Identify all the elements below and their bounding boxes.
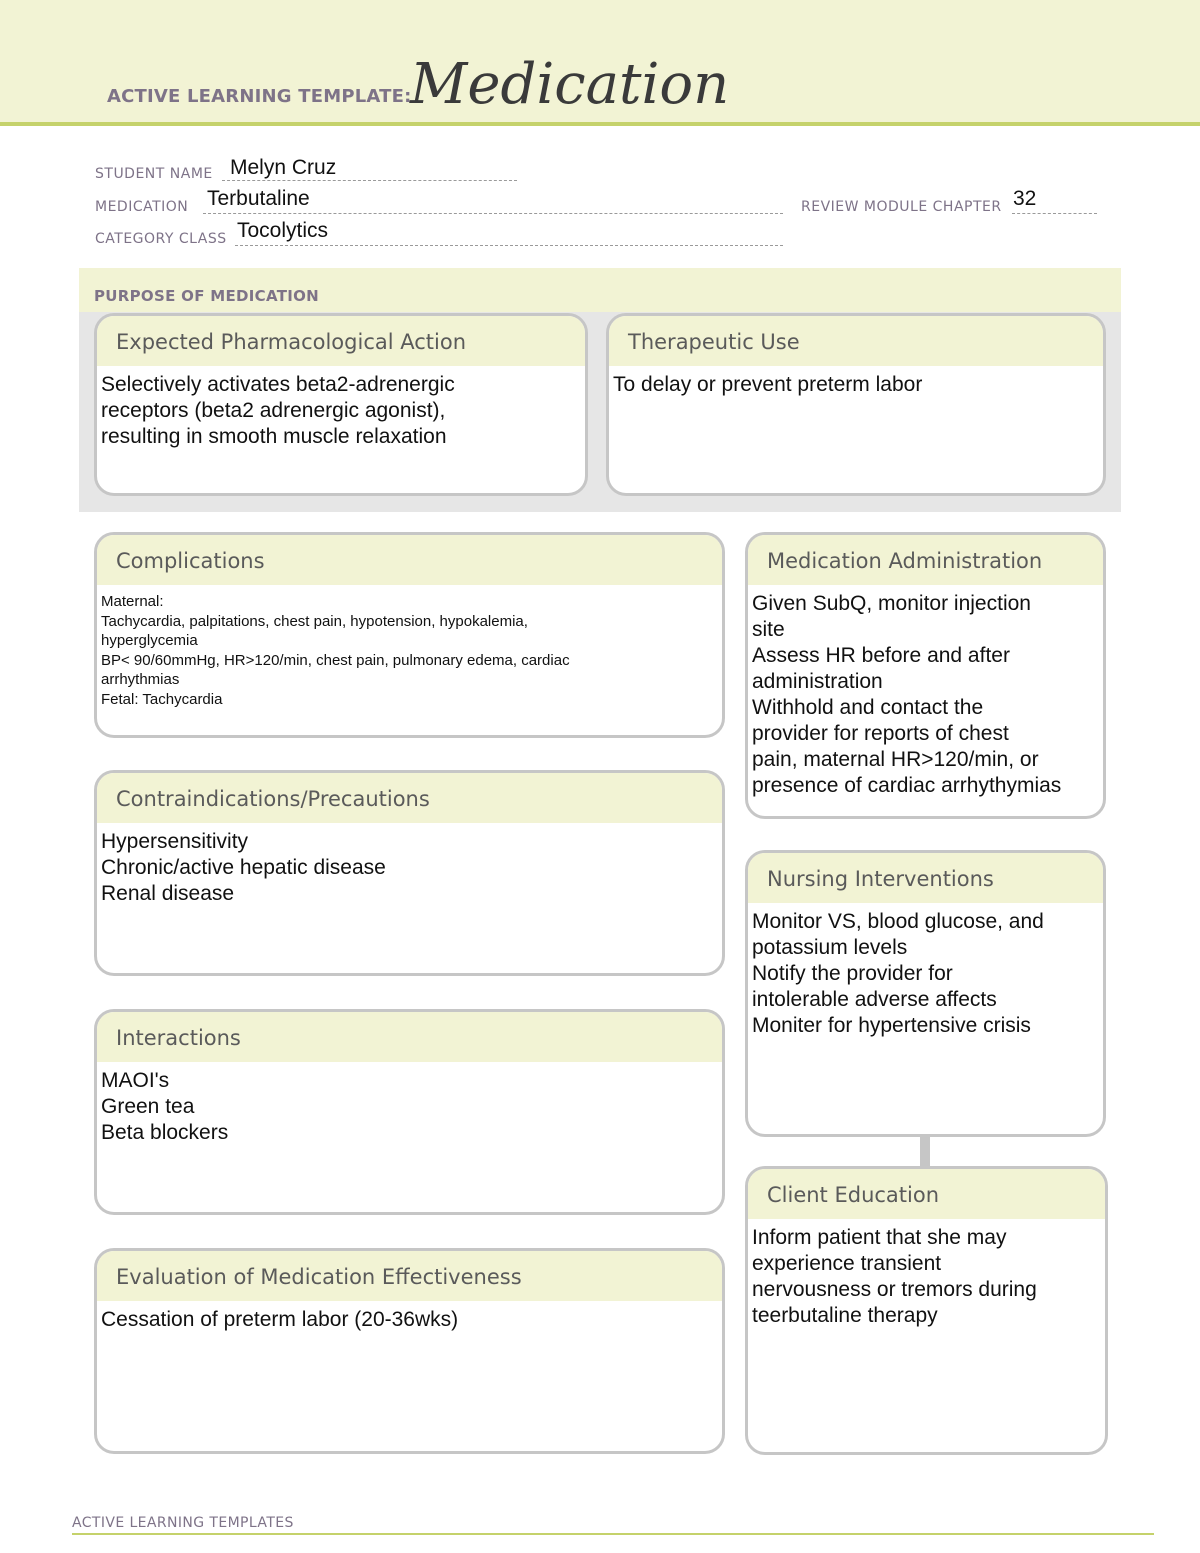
- evaluation-title: Evaluation of Medication Effectiveness: [116, 1265, 522, 1289]
- box-connector: [920, 1135, 930, 1167]
- review-module-chapter-field[interactable]: 32: [1013, 187, 1037, 210]
- therapeutic-use-title: Therapeutic Use: [628, 330, 800, 354]
- student-name-field[interactable]: Melyn Cruz: [230, 156, 337, 179]
- review-module-chapter-underline: [1012, 213, 1097, 214]
- review-module-chapter-label: REVIEW MODULE CHAPTER: [801, 199, 1002, 215]
- medication-underline: [203, 213, 783, 214]
- interactions-text[interactable]: MAOI's Green tea Beta blockers: [101, 1069, 229, 1144]
- interactions-title: Interactions: [116, 1026, 241, 1050]
- client-education-text[interactable]: Inform patient that she may experience transient nervousness or tremors during teerbutaline therapy: [752, 1226, 1037, 1327]
- evaluation-text[interactable]: Cessation of preterm labor (20-36wks): [101, 1308, 459, 1331]
- nursing-interventions-text[interactable]: Monitor VS, blood glucose, and potassium levels Notify the provider for intolerable adverse affects Moniter for hypertensive crisis: [752, 910, 1044, 1037]
- footer-rule: [72, 1533, 1154, 1535]
- medication-label: MEDICATION: [95, 199, 189, 215]
- nursing-interventions-title: Nursing Interventions: [767, 867, 994, 891]
- medication-field[interactable]: Terbutaline: [207, 187, 310, 210]
- expected-action-title: Expected Pharmacological Action: [116, 330, 467, 354]
- therapeutic-use-box[interactable]: [606, 313, 1106, 496]
- administration-text[interactable]: Given SubQ, monitor injection site Assess HR before and after administration Withhold and contact the provider for reports of chest pain, maternal HR>120/min, or presence of cardiac arrhythymias: [752, 592, 1062, 797]
- administration-title: Medication Administration: [767, 549, 1043, 573]
- student-name-underline: [222, 180, 517, 181]
- contraindications-text[interactable]: Hypersensitivity Chronic/active hepatic disease Renal disease: [101, 830, 386, 905]
- header-rule: [0, 122, 1200, 126]
- category-class-field[interactable]: Tocolytics: [237, 219, 329, 242]
- client-education-title: Client Education: [767, 1183, 940, 1207]
- complications-box[interactable]: [94, 532, 725, 738]
- page-title: Medication: [410, 52, 730, 117]
- evaluation-box[interactable]: [94, 1248, 725, 1454]
- contraindications-box[interactable]: [94, 770, 725, 976]
- category-class-label: CATEGORY CLASS: [95, 231, 227, 247]
- expected-action-box[interactable]: [94, 313, 588, 496]
- complications-title: Complications: [116, 549, 265, 573]
- expected-action-text[interactable]: Selectively activates beta2-adrenergic receptors (beta2 adrenergic agonist), resulting in smooth muscle relaxation: [101, 373, 455, 448]
- nursing-interventions-box[interactable]: [745, 850, 1106, 1137]
- template-label: ACTIVE LEARNING TEMPLATE:: [107, 86, 412, 107]
- footer-label: ACTIVE LEARNING TEMPLATES: [72, 1515, 294, 1531]
- purpose-label: PURPOSE OF MEDICATION: [94, 287, 320, 305]
- category-class-underline: [235, 245, 783, 246]
- administration-box[interactable]: [745, 532, 1106, 819]
- interactions-box[interactable]: [94, 1009, 725, 1215]
- complications-text[interactable]: Maternal: Tachycardia, palpitations, chest pain, hypotension, hypokalemia, hyperglycemia BP< 90/60mmHg, HR>120/min, chest pain, pulmonary edema, cardiac arrhythmias Fetal: Tachycardia: [101, 593, 570, 708]
- client-education-box[interactable]: [745, 1166, 1108, 1455]
- therapeutic-use-text[interactable]: To delay or prevent preterm labor: [613, 373, 923, 396]
- student-name-label: STUDENT NAME: [95, 166, 213, 182]
- contraindications-title: Contraindications/Precautions: [116, 787, 430, 811]
